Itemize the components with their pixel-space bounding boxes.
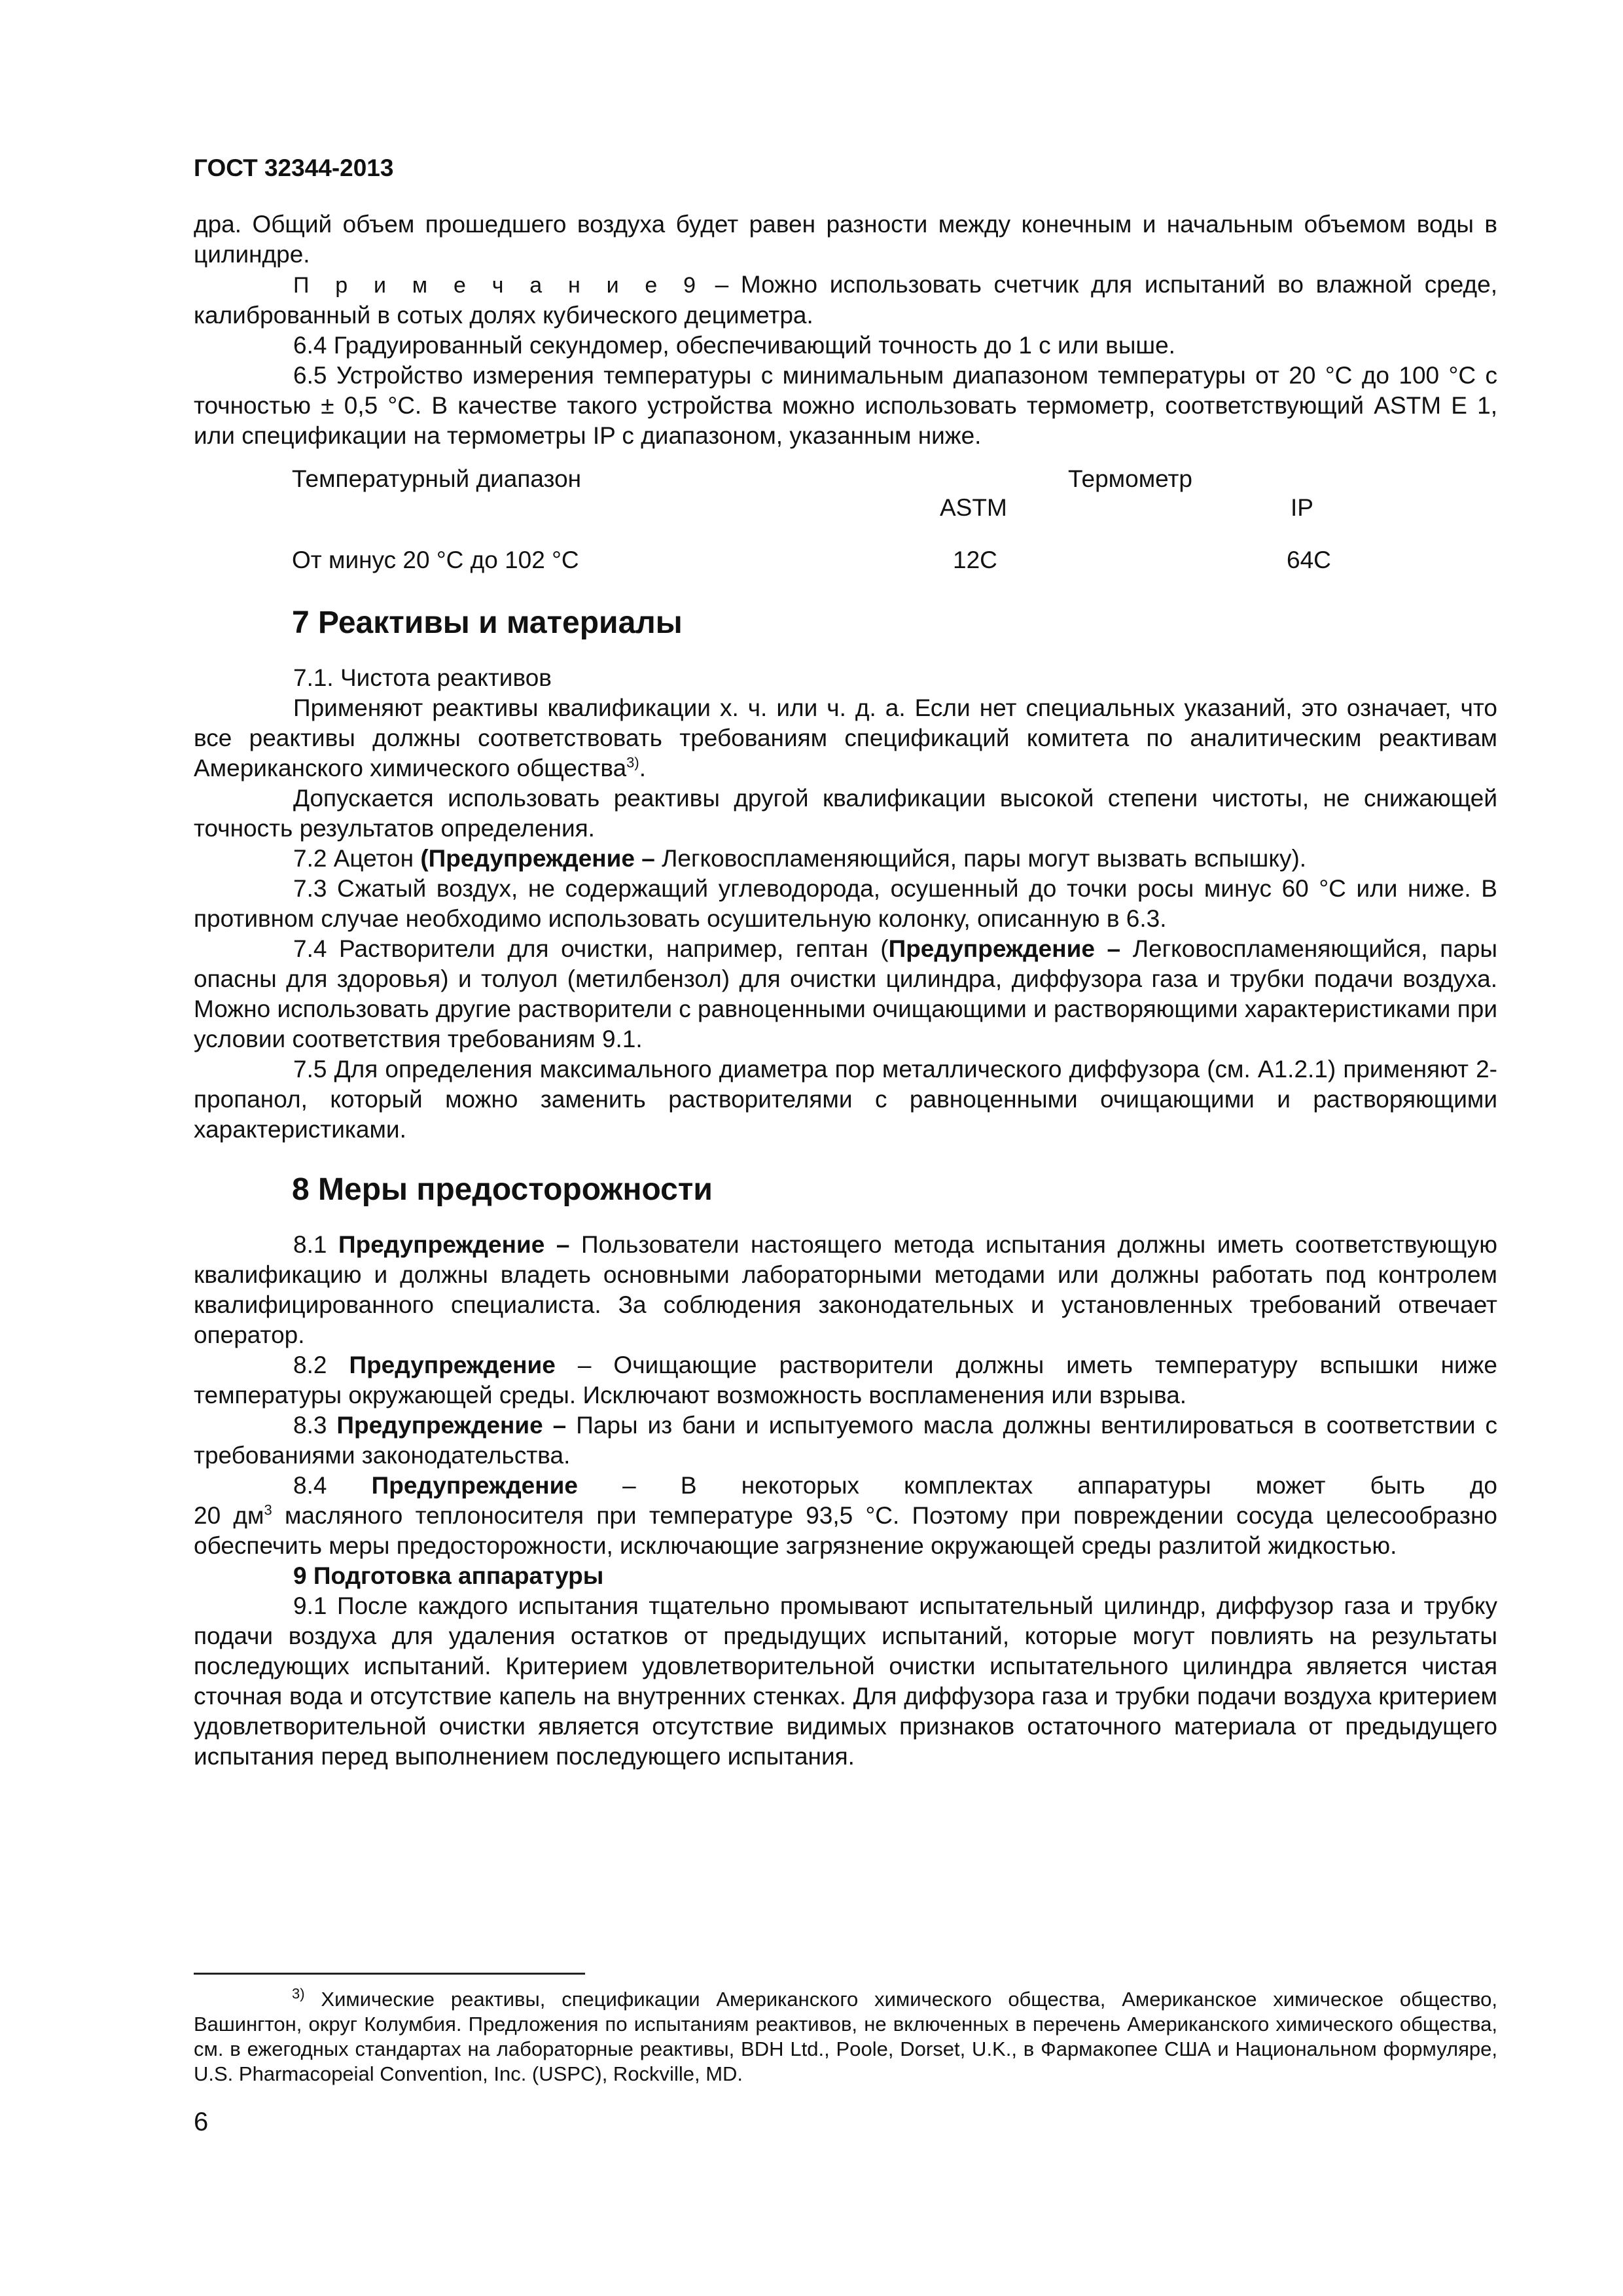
table-header-range: Температурный диапазон — [292, 465, 582, 492]
paragraph-7-1-end: . — [639, 755, 647, 781]
text-segment: Легковоспламеняющийся, пары опасны для здоровья) и толуол (метилбензол) для очистки цилиндра, диффузора газа и трубки подачи воздуха. Можно использовать другие растворители с равноценными очищающими и растворяющими характеристиками при условии соответствия требованиям 9.1. — [194, 935, 1497, 1052]
table-cell-ip: 64C — [1287, 547, 1331, 573]
text-segment: 8.3 — [293, 1412, 337, 1439]
text-segment: Легковоспламеняющийся, пары могут вызвать вспышку). — [654, 845, 1307, 872]
text-segment: 7.4 Растворители для очистки, например, гептан ( — [293, 935, 889, 962]
warning-label: Предупреждение – — [338, 1231, 570, 1258]
paragraph-8-4 — [194, 1501, 1497, 1561]
paragraph-7-3: 7.3 Сжатый воздух, не содержащий углеводорода, осушенный до точки росы минус 60 °С или ниже. В противном случае необходимо использовать осушительную колонку, описанную в 6.3. — [194, 875, 1497, 932]
paragraph-7-1-text: Применяют реактивы квалификации х. ч. или ч. д. а. Если нет специальных указаний, это означает, что все реактивы должны соответствовать требованиям спецификаций комитета по аналитическим реактивам Американского химического общества — [194, 694, 1497, 781]
paragraph-7-2 — [194, 844, 1497, 874]
table-cell-astm: 12C — [953, 547, 997, 573]
paragraph-9-1: 9.1 После каждого испытания тщательно промывают испытательный цилиндр, диффузор газа и трубку подачи воздуха для удаления остатков от предыдущих испытаний, которые могут повлиять на результаты последующих испытаний. Критерием удовлетворительной очистки испытательного цилиндра является чистая сточная вода и отсутствие капель на внутренних стенках. Для диффузора газа и трубки подачи воздуха критерием удовлетворительной очистки является отсутствие видимых признаков остаточного материала от предыдущего испытания перед выполнением последующего испытания. — [194, 1592, 1497, 1770]
text-segment: 8.1 — [293, 1231, 338, 1258]
section-8-title: 8 Меры предосторожности — [292, 1172, 713, 1207]
superscript: 3 — [264, 1501, 272, 1518]
paragraph-7-1-title: 7.1. Чистота реактивов — [293, 664, 552, 691]
paragraph-8-1 — [194, 1230, 1497, 1350]
section-7-title: 7 Реактивы и материалы — [292, 605, 683, 640]
text-segment: Пары из бани и испытуемого масла должны вентилироваться в соответствии с требованиями законодательства. — [194, 1412, 1497, 1469]
note-text: – Можно использовать счетчик для испытаний во влажной среде, калиброванный в сотых долях кубического дециметра. — [194, 271, 1497, 329]
paragraph-7-4 — [194, 934, 1497, 1054]
footnote-3 — [194, 1987, 1497, 2087]
table-header-ip: IP — [1291, 494, 1313, 521]
paragraph-8-4-line1 — [194, 1471, 1497, 1501]
paragraph-8-2 — [194, 1350, 1497, 1410]
text-segment: 8.2 — [293, 1352, 349, 1378]
note-9 — [194, 270, 1497, 331]
table-header-astm: ASTM — [940, 494, 1007, 521]
paragraph-8-3 — [194, 1410, 1497, 1471]
paragraph-7-5: 7.5 Для определения максимального диаметра пор металлического диффузора (см. А1.2.1) применяют 2-пропанол, который можно заменить растворителями с равноценными очищающими и растворяющими характеристиками. — [194, 1056, 1497, 1143]
footnote-ref-3: 3) — [626, 754, 639, 771]
footnote-marker: 3) — [292, 1985, 305, 2002]
paragraph-continuation: дра. Общий объем прошедшего воздуха будет равен разности между конечным и начальным объемом воды в цилиндре. — [194, 211, 1497, 268]
document-code: ГОСТ 32344-2013 — [194, 154, 394, 181]
footnote-separator — [194, 1973, 585, 1975]
warning-label: Предупреждение — [371, 1472, 578, 1499]
warning-label: (Предупреждение – — [420, 845, 655, 872]
footnote-text: Химические реактивы, спецификации Американского химического общества, Американское химическое общество, Вашингтон, округ Колумбия. Предложения по испытаниям реактивов, не включенных в перечень Американского химического общества, см. в ежегодных стандартах на лабораторные реактивы, BDH Ltd., Poole, Dorset, U.K., в Фармакопее США и Национальном формуляре, U.S. Pharmacopeial Convention, Inc. (USPC), Rockville, MD. — [194, 1988, 1497, 2085]
page-number: 6 — [194, 2108, 209, 2136]
warning-label: Предупреждение — [349, 1352, 556, 1378]
table-cell-range: От минус 20 °С до 102 °С — [292, 547, 579, 573]
text-segment: 7.2 Ацетон — [293, 845, 421, 872]
paragraph-7-1 — [194, 693, 1497, 783]
page-body — [194, 209, 1497, 1772]
paragraph-7-1-b: Допускается использовать реактивы другой квалификации высокой степени чистоты, не снижающей точность результатов определения. — [194, 785, 1497, 842]
note-label: П р и м е ч а н и е 9 — [293, 273, 704, 298]
text-segment: 20 дм — [194, 1502, 264, 1529]
thermometer-table — [194, 451, 1497, 600]
text-segment: масляного теплоносителя при температуре 93,5 °С. Поэтому при повреждении сосуда целесообразно обеспечить меры предосторожности, исключающие загрязнение окружающей среды разлитой жидкостью. — [194, 1502, 1497, 1559]
text-segment: 8.4 — [293, 1472, 372, 1499]
warning-label: Предупреждение – — [888, 935, 1121, 962]
table-header-thermometer: Термометр — [1068, 465, 1193, 492]
warning-label: Предупреждение – — [336, 1412, 567, 1439]
paragraph-6-4: 6.4 Градуированный секундомер, обеспечивающий точность до 1 с или выше. — [293, 332, 1175, 359]
text-segment: Пользователи настоящего метода испытания должны иметь соответствующую квалификацию и должны владеть основными лабораторными методами или должны работать под контролем квалифицированного специалиста. За соблюдения законодательных и установленных требований отвечает оператор. — [194, 1231, 1498, 1348]
section-9-title: 9 Подготовка аппаратуры — [293, 1562, 604, 1589]
text-segment: – Очищающие растворители должны иметь температуру вспышки ниже температуры окружающей среды. Исключают возможность воспламенения или взрыва. — [194, 1352, 1497, 1408]
paragraph-6-5: 6.5 Устройство измерения температуры с минимальным диапазоном температуры от 20 °С до 100 °С с точностью ± 0,5 °С. В качестве такого устройства можно использовать термометр, соответствующий ASTM E 1, или спецификации на термометры IP с диапазоном, указанным ниже. — [194, 362, 1497, 449]
text-segment: – В некоторых комплектах аппаратуры может быть до — [577, 1472, 1497, 1499]
